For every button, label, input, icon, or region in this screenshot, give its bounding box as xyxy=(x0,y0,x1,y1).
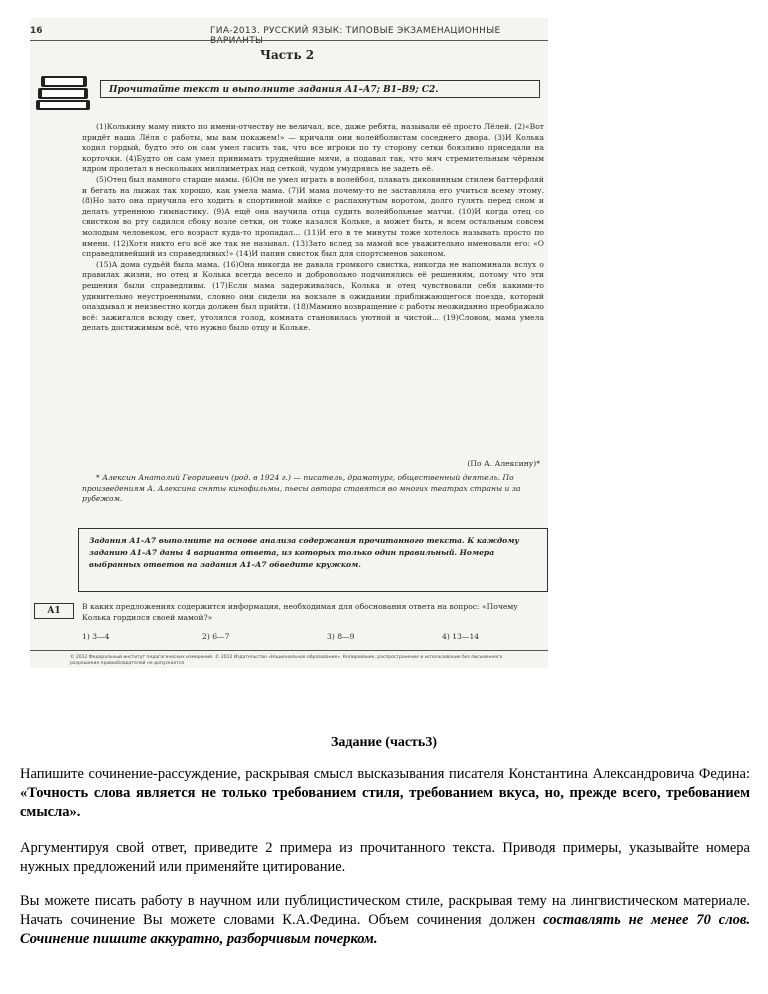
task-instructions-box: Задания А1–А7 выполните на основе анализа содержания прочитанного текста. К каждому заданию А1–А7 даны 4 варианта ответа, из которых только один правильный. Номера выбранных ответов на задания А1–А7 обведите кружком. xyxy=(78,528,548,592)
option: 4) 13—14 xyxy=(442,632,480,641)
option: 1) 3—4 xyxy=(82,632,110,641)
task-paragraph-3 xyxy=(20,892,750,949)
footer-divider xyxy=(30,650,548,651)
author-note: * Алексин Анатолий Георгиевич (род. в 1924 г.) — писатель, драматург, общественный деятель. По произведениям А. Алексина сняты кинофильмы, пьесы автора ставятся во многих театрах страны и за рубежом. xyxy=(82,473,521,504)
scanned-page xyxy=(30,18,548,668)
option: 3) 8—9 xyxy=(327,632,355,641)
task-text: Вы можете писать работу в научном или публицистическом стиле, раскрывая тему на лингвистическом материале. Начать сочинение Вы можете словами К.А.Федина. Объем сочинения должен xyxy=(20,893,750,928)
task-paragraph-2: Аргументируя свой ответ, приведите 2 примера из прочитанного текста. Приводя примеры, указывайте номера нужных предложений или применяйте цитирование. xyxy=(20,840,750,875)
paragraph: (5)Отец был намного старше мамы. (6)Он не умел играть в волейбол, плавать диковинным стилем баттерфляй и бегать на лыжах так хорошо, как умела мама. (7)И мама почему-то не заставляла его учиться всему этому. (8)Но зато она приучила его ходить в спортивной майке с распахнутым воротом, долго гулять перед сном и делать утреннюю гимнастику. (9)А ещё она научила отца судить волейбольные матчи. (10)И когда отец со свистком во рту садился сбоку возле сетки, он тоже казался Кольке, а может быть, и всем остальным совсем молодым человеком, его возраст куда-то пропадал... (11)И его в те минуты тоже хотелось называть просто по имени. (12)Хотя никто его всё же так не называл. (13)Зато вслед за мамой все уважительно именовали его: «О справедливейший из справедливых!» (14)И папин свисток был для спортсменов законом. xyxy=(82,174,544,259)
task-label-a1: A1 xyxy=(34,603,74,619)
header-divider xyxy=(30,40,548,41)
copyright-notice: © 2012 Федеральный институт педагогических измерений. © 2012 Издательство «Национальное образование». Копирование, распространение и использование без письменного разрешения правообладателей не допускается xyxy=(70,655,503,666)
task-title: Задание (часть3) xyxy=(330,735,438,750)
emphasized-requirement: составлять не менее 70 слов. Сочинение пишите аккуратно, разборчивым почерком. xyxy=(20,912,751,947)
task-paragraph-1 xyxy=(20,765,750,822)
task-text: Напишите сочинение-рассуждение, раскрывая смысл высказывания писателя Константина Александровича Федина: xyxy=(20,766,750,782)
paragraph: (1)Колькину маму никто по имени-отчеству не величал, все, даже ребята, называли её просто Лёлей. (2)«Вот придёт наша Лёля с работы, мы вам покажем!» — кричали они волейболистам соседнего двора. (3)И Колька ходил гордый, будто это он сам умел гасить так, что все игроки по ту сторону сетки боязливо приседали на корточки. (4)Будто он сам умел принимать труднейшие мячи, а подавал так, что мяч стремительным чёрным ядром пролетал в нескольких миллиметрах над сеткой, чудом умудряясь не задеть её. xyxy=(82,122,544,174)
reading-text xyxy=(82,122,544,334)
a1-question: В каких предложениях содержится информация, необходимая для обоснования ответа на вопрос: «Почему Колька гордился своей мамой?» xyxy=(82,602,518,622)
header-title: ГИА-2013. РУССКИЙ ЯЗЫК: ТИПОВЫЕ ЭКЗАМЕНАЦИОННЫЕ ВАРИАНТЫ xyxy=(210,26,501,46)
fedin-quote: «Точность слова является не только требованием стиля, требованием вкуса, но, прежде всего, требованием смысла». xyxy=(20,785,750,820)
books-icon xyxy=(32,70,94,112)
page-number: 16 xyxy=(30,26,43,36)
text-source: (По А. Алексину)* xyxy=(467,459,540,468)
option: 2) 6—7 xyxy=(202,632,230,641)
part-title: Часть 2 xyxy=(260,48,315,62)
instruction-box: Прочитайте текст и выполните задания А1–А7; В1–В9; С2. xyxy=(100,80,540,98)
paragraph: (15)А дома судьёй была мама. (16)Она никогда не давала громкого свистка, никогда не напоминала вслух о правилах жизни, но отец и Колька всегда весело и добровольно подчинялись её решениям, потому что эти решения были справедливы. (17)Если мама задерживалась, Колька и отец чувствовали себя какими-то удивительно неустроенными, словно они сидели на вокзале в ожидании приближающегося поезда, который опаздывал и неизвестно когда должен был прийти. (18)Мамино возвращение с работы неожиданно преображало всё: зажигался всюду свет, утолялся голод, комната становилась уютной и чистой... (19)Словом, мама умела делать достижимым всё, что нужно было отцу и Кольке. xyxy=(82,259,544,333)
